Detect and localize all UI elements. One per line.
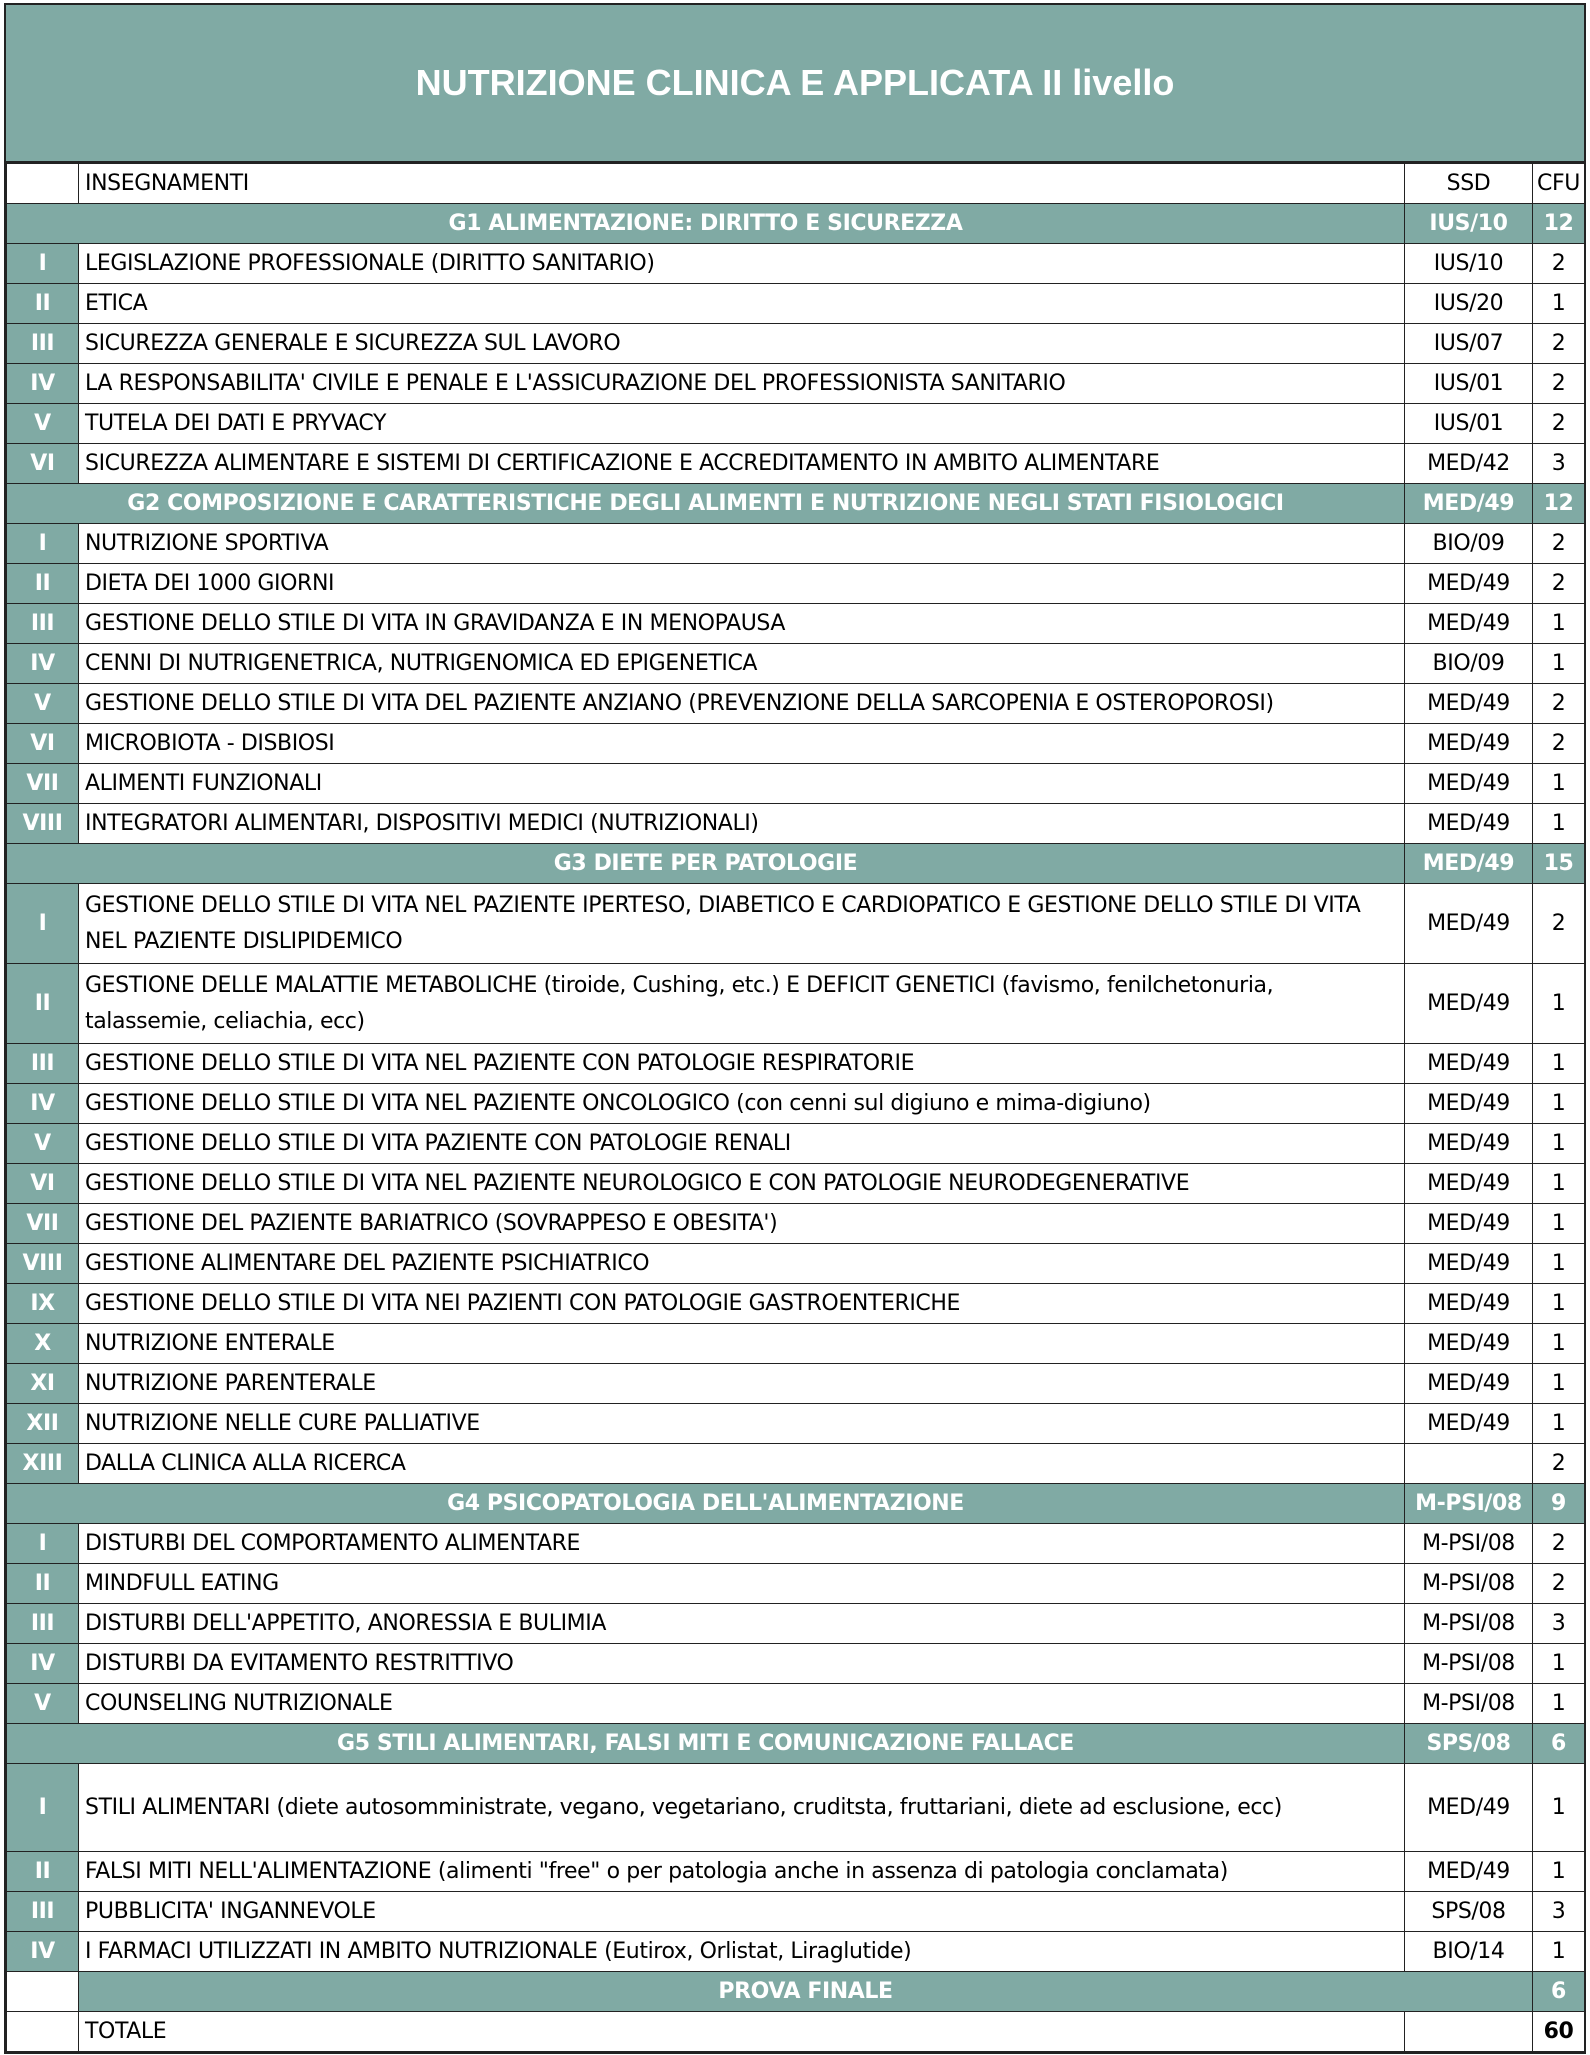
course-ssd: BIO/09 [1405,644,1533,684]
course-ssd: MED/49 [1405,1284,1533,1324]
table-row [7,1404,1585,1444]
group-row [7,1484,1585,1524]
table-row [7,884,1585,964]
course-ssd: MED/49 [1405,1764,1533,1852]
course-name: GESTIONE DELLO STILE DI VITA NEL PAZIENTE IPERTESO, DIABETICO E CARDIOPATICO E GESTIONE DELLO STILE DI VITA NEL PAZIENTE DISLIPIDEMICO [79,884,1405,964]
course-cfu: 1 [1533,1764,1585,1852]
course-cfu: 2 [1533,1564,1585,1604]
course-cfu: 2 [1533,324,1585,364]
course-ssd: MED/49 [1405,804,1533,844]
course-ssd: IUS/07 [1405,324,1533,364]
table-row [7,1764,1585,1852]
row-number: VI [7,444,79,484]
group-cfu: 12 [1533,484,1585,524]
total-row [7,2012,1585,2052]
course-ssd: MED/49 [1405,1084,1533,1124]
course-ssd: IUS/20 [1405,284,1533,324]
group-cfu: 12 [1533,204,1585,244]
course-table [6,163,1585,2052]
course-cfu: 2 [1533,564,1585,604]
course-name: LA RESPONSABILITA' CIVILE E PENALE E L'ASSICURAZIONE DEL PROFESSIONISTA SANITARIO [79,364,1405,404]
group-row [7,484,1585,524]
course-ssd: M-PSI/08 [1405,1684,1533,1724]
row-number: III [7,324,79,364]
course-cfu: 1 [1533,804,1585,844]
group-ssd: IUS/10 [1405,204,1533,244]
course-ssd: IUS/10 [1405,244,1533,284]
course-ssd [1405,1444,1533,1484]
course-cfu: 2 [1533,1444,1585,1484]
course-cfu: 1 [1533,604,1585,644]
group-row [7,204,1585,244]
course-ssd: MED/49 [1405,764,1533,804]
course-name: SICUREZZA GENERALE E SICUREZZA SUL LAVORO [79,324,1405,364]
table-row [7,364,1585,404]
row-number: IV [7,644,79,684]
course-ssd: BIO/14 [1405,1932,1533,1972]
header-row [7,164,1585,204]
course-ssd: MED/49 [1405,1124,1533,1164]
row-number: II [7,964,79,1044]
table-row [7,1852,1585,1892]
course-cfu: 1 [1533,1364,1585,1404]
group-cfu: 9 [1533,1484,1585,1524]
table-row [7,564,1585,604]
course-name: DISTURBI DA EVITAMENTO RESTRITTIVO [79,1644,1405,1684]
course-cfu: 2 [1533,244,1585,284]
course-name: CENNI DI NUTRIGENETRICA, NUTRIGENOMICA ED EPIGENETICA [79,644,1405,684]
course-ssd: SPS/08 [1405,1892,1533,1932]
course-ssd: MED/49 [1405,1244,1533,1284]
table-row [7,1932,1585,1972]
course-cfu: 1 [1533,1164,1585,1204]
course-cfu: 2 [1533,1524,1585,1564]
course-name: I FARMACI UTILIZZATI IN AMBITO NUTRIZIONALE (Eutirox, Orlistat, Liraglutide) [79,1932,1405,1972]
course-cfu: 1 [1533,1244,1585,1284]
course-ssd: M-PSI/08 [1405,1524,1533,1564]
table-row [7,684,1585,724]
course-cfu: 1 [1533,1404,1585,1444]
row-number: I [7,884,79,964]
row-number: III [7,604,79,644]
row-number: III [7,1604,79,1644]
course-name: MICROBIOTA - DISBIOSI [79,724,1405,764]
course-name: GESTIONE DEL PAZIENTE BARIATRICO (SOVRAPPESO E OBESITA') [79,1204,1405,1244]
table-row [7,1164,1585,1204]
course-ssd: MED/49 [1405,604,1533,644]
course-ssd: IUS/01 [1405,404,1533,444]
header-ssd: SSD [1405,164,1533,204]
course-ssd: MED/49 [1405,1324,1533,1364]
course-ssd: MED/49 [1405,1404,1533,1444]
course-ssd: MED/49 [1405,684,1533,724]
total-label: TOTALE [79,2012,1405,2052]
row-number: II [7,1852,79,1892]
table-row [7,1524,1585,1564]
course-table-sheet [4,3,1586,2054]
course-name: LEGISLAZIONE PROFESSIONALE (DIRITTO SANITARIO) [79,244,1405,284]
course-name: GESTIONE DELLO STILE DI VITA NEL PAZIENTE CON PATOLOGIE RESPIRATORIE [79,1044,1405,1084]
table-row [7,1604,1585,1644]
row-number: VII [7,1204,79,1244]
table-row [7,1684,1585,1724]
group-row [7,844,1585,884]
row-number: III [7,1892,79,1932]
row-number: IX [7,1284,79,1324]
row-number: II [7,1564,79,1604]
table-row [7,1284,1585,1324]
row-number: XII [7,1404,79,1444]
table-title: NUTRIZIONE CLINICA E APPLICATA II livello [6,5,1584,163]
course-cfu: 2 [1533,524,1585,564]
course-ssd: MED/49 [1405,1852,1533,1892]
table-row [7,284,1585,324]
course-name: DISTURBI DEL COMPORTAMENTO ALIMENTARE [79,1524,1405,1564]
course-name: NUTRIZIONE NELLE CURE PALLIATIVE [79,1404,1405,1444]
row-number: XI [7,1364,79,1404]
group-title: G1 ALIMENTAZIONE: DIRITTO E SICUREZZA [7,204,1405,244]
course-cfu: 1 [1533,1932,1585,1972]
table-row [7,524,1585,564]
row-number: VIII [7,804,79,844]
course-cfu: 1 [1533,1084,1585,1124]
course-ssd: MED/49 [1405,884,1533,964]
course-cfu: 1 [1533,1852,1585,1892]
table-row [7,604,1585,644]
course-name: ALIMENTI FUNZIONALI [79,764,1405,804]
course-name: GESTIONE DELLO STILE DI VITA NEI PAZIENTI CON PATOLOGIE GASTROENTERICHE [79,1284,1405,1324]
row-number: VI [7,1164,79,1204]
row-number: I [7,1524,79,1564]
course-name: GESTIONE DELLE MALATTIE METABOLICHE (tiroide, Cushing, etc.) E DEFICIT GENETICI (favismo, fenilchetonuria, talassemie, celiachia, ecc) [79,964,1405,1044]
group-title: G3 DIETE PER PATOLOGIE [7,844,1405,884]
table-row [7,404,1585,444]
table-row [7,964,1585,1044]
table-row [7,1644,1585,1684]
row-number: IV [7,364,79,404]
course-cfu: 1 [1533,1684,1585,1724]
group-cfu: 6 [1533,1724,1585,1764]
table-row [7,1444,1585,1484]
row-number: I [7,1764,79,1852]
course-name: NUTRIZIONE ENTERALE [79,1324,1405,1364]
course-name: FALSI MITI NELL'ALIMENTAZIONE (alimenti "free" o per patologia anche in assenza di patologia conclamata) [79,1852,1405,1892]
group-ssd: MED/49 [1405,844,1533,884]
course-name: DISTURBI DELL'APPETITO, ANORESSIA E BULIMIA [79,1604,1405,1644]
course-name: PUBBLICITA' INGANNEVOLE [79,1892,1405,1932]
total-ssd-blank [1405,2012,1533,2052]
row-number: VII [7,764,79,804]
course-name: COUNSELING NUTRIZIONALE [79,1684,1405,1724]
course-name: GESTIONE DELLO STILE DI VITA PAZIENTE CON PATOLOGIE RENALI [79,1124,1405,1164]
course-name: ETICA [79,284,1405,324]
header-num-cell [7,164,79,204]
total-cfu: 60 [1533,2012,1585,2052]
final-exam-label: PROVA FINALE [79,1972,1533,2012]
course-ssd: MED/49 [1405,1364,1533,1404]
row-number: IV [7,1932,79,1972]
course-ssd: M-PSI/08 [1405,1564,1533,1604]
course-cfu: 1 [1533,644,1585,684]
course-cfu: 2 [1533,404,1585,444]
header-cfu: CFU [1533,164,1585,204]
table-row [7,1124,1585,1164]
table-row [7,1044,1585,1084]
row-number: II [7,564,79,604]
final-exam-cfu: 6 [1533,1972,1585,2012]
final-exam-row [7,1972,1585,2012]
course-ssd: MED/42 [1405,444,1533,484]
table-row [7,724,1585,764]
course-name: MINDFULL EATING [79,1564,1405,1604]
row-number: V [7,1684,79,1724]
group-row [7,1724,1585,1764]
course-name: STILI ALIMENTARI (diete autosomministrate, vegano, vegetariano, cruditsta, fruttariani, diete ad esclusione, ecc) [79,1764,1405,1852]
course-cfu: 1 [1533,1204,1585,1244]
table-row [7,804,1585,844]
course-name: INTEGRATORI ALIMENTARI, DISPOSITIVI MEDICI (NUTRIZIONALI) [79,804,1405,844]
group-ssd: M-PSI/08 [1405,1484,1533,1524]
table-row [7,764,1585,804]
row-number: I [7,524,79,564]
table-row [7,1564,1585,1604]
course-table-body [7,164,1585,2052]
row-number: X [7,1324,79,1364]
row-number: II [7,284,79,324]
course-cfu: 1 [1533,1324,1585,1364]
course-ssd: IUS/01 [1405,364,1533,404]
course-ssd: MED/49 [1405,724,1533,764]
course-ssd: MED/49 [1405,964,1533,1044]
group-ssd: MED/49 [1405,484,1533,524]
course-cfu: 1 [1533,284,1585,324]
course-cfu: 1 [1533,764,1585,804]
course-ssd: MED/49 [1405,1204,1533,1244]
course-cfu: 3 [1533,1604,1585,1644]
course-cfu: 1 [1533,1044,1585,1084]
course-name: GESTIONE DELLO STILE DI VITA DEL PAZIENTE ANZIANO (PREVENZIONE DELLA SARCOPENIA E OSTEROPOROSI) [79,684,1405,724]
group-title: G4 PSICOPATOLOGIA DELL'ALIMENTAZIONE [7,1484,1405,1524]
course-ssd: MED/49 [1405,1044,1533,1084]
table-row [7,444,1585,484]
row-number: VI [7,724,79,764]
course-name: GESTIONE DELLO STILE DI VITA NEL PAZIENTE NEUROLOGICO E CON PATOLOGIE NEURODEGENERATIVE [79,1164,1405,1204]
group-cfu: 15 [1533,844,1585,884]
table-row [7,324,1585,364]
course-ssd: BIO/09 [1405,524,1533,564]
course-cfu: 1 [1533,964,1585,1044]
course-name: DALLA CLINICA ALLA RICERCA [79,1444,1405,1484]
table-row [7,1892,1585,1932]
row-number: V [7,684,79,724]
row-number: III [7,1044,79,1084]
table-row [7,1084,1585,1124]
course-ssd: M-PSI/08 [1405,1644,1533,1684]
course-name: DIETA DEI 1000 GIORNI [79,564,1405,604]
group-title: G2 COMPOSIZIONE E CARATTERISTICHE DEGLI ALIMENTI E NUTRIZIONE NEGLI STATI FISIOLOGICI [7,484,1405,524]
course-ssd: MED/49 [1405,1164,1533,1204]
group-title: G5 STILI ALIMENTARI, FALSI MITI E COMUNICAZIONE FALLACE [7,1724,1405,1764]
final-blank-cell [7,1972,79,2012]
row-number: I [7,244,79,284]
table-row [7,244,1585,284]
course-ssd: M-PSI/08 [1405,1604,1533,1644]
total-blank-cell [7,2012,79,2052]
course-cfu: 2 [1533,724,1585,764]
course-cfu: 2 [1533,884,1585,964]
course-cfu: 2 [1533,364,1585,404]
table-row [7,1204,1585,1244]
course-name: GESTIONE ALIMENTARE DEL PAZIENTE PSICHIATRICO [79,1244,1405,1284]
course-name: GESTIONE DELLO STILE DI VITA NEL PAZIENTE ONCOLOGICO (con cenni sul digiuno e mima-digiuno) [79,1084,1405,1124]
table-row [7,644,1585,684]
course-name: SICUREZZA ALIMENTARE E SISTEMI DI CERTIFICAZIONE E ACCREDITAMENTO IN AMBITO ALIMENTARE [79,444,1405,484]
row-number: VIII [7,1244,79,1284]
course-name: NUTRIZIONE PARENTERALE [79,1364,1405,1404]
row-number: V [7,404,79,444]
row-number: IV [7,1084,79,1124]
course-name: NUTRIZIONE SPORTIVA [79,524,1405,564]
row-number: XIII [7,1444,79,1484]
group-ssd: SPS/08 [1405,1724,1533,1764]
course-ssd: MED/49 [1405,564,1533,604]
row-number: V [7,1124,79,1164]
header-insegnamenti: INSEGNAMENTI [79,164,1405,204]
table-row [7,1324,1585,1364]
course-cfu: 1 [1533,1644,1585,1684]
row-number: IV [7,1644,79,1684]
table-row [7,1244,1585,1284]
course-name: GESTIONE DELLO STILE DI VITA IN GRAVIDANZA E IN MENOPAUSA [79,604,1405,644]
table-row [7,1364,1585,1404]
course-cfu: 1 [1533,1124,1585,1164]
course-cfu: 1 [1533,1284,1585,1324]
course-cfu: 2 [1533,684,1585,724]
course-cfu: 3 [1533,1892,1585,1932]
course-cfu: 3 [1533,444,1585,484]
course-name: TUTELA DEI DATI E PRYVACY [79,404,1405,444]
